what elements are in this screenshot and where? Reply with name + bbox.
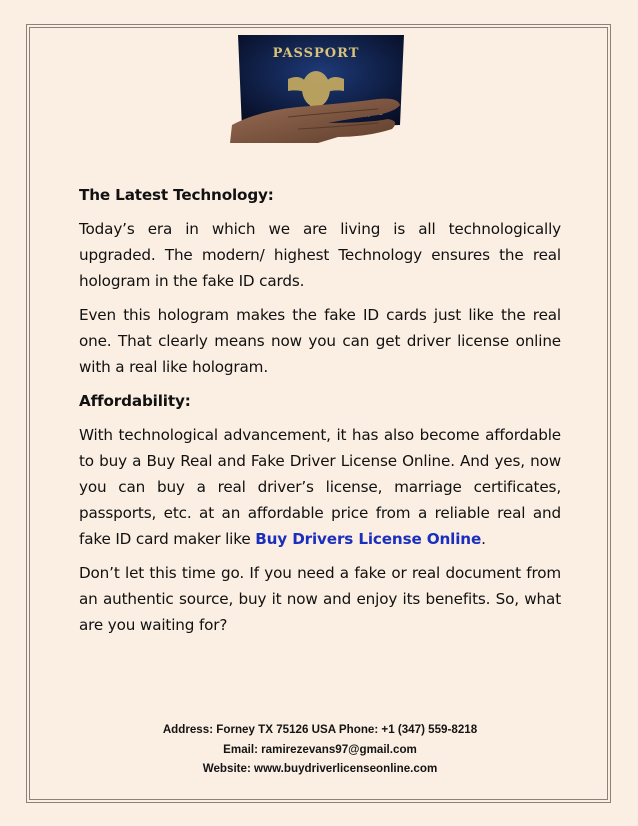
paragraph-affordability-1-end: . [481,530,486,548]
section-heading-technology: The Latest Technology: [79,186,274,204]
footer-address: Address: Forney TX 75126 USA Phone: +1 (347) 559-8218 [162,723,478,736]
paragraph-affordability-1-text: With technological advancement, it has also become affordable to buy a Buy Real and Fake Driver License Online. And yes, now you can buy a real driver’s license, marriage certificates, passports, etc. at an affordable price from a reliable real and fake ID card maker like [79,426,561,548]
passport-image [228,33,412,143]
article-body [79,182,561,646]
section-heading-affordability: Affordability: [79,392,191,410]
paragraph-affordability-1 [79,422,561,552]
footer-website: Website: www.buydriverlicenseonline.com [202,762,438,775]
footer-email: Email: ramirezevans97@gmail.com [223,742,417,756]
footer-contact [60,720,580,779]
passport-cover-text: PASSPORT [272,46,360,61]
paragraph-technology-2: Even this hologram makes the fake ID cards just like the real one. That clearly means now you can get driver license online with a real like hologram. [79,306,561,376]
paragraph-affordability-2: Don’t let this time go. If you need a fake or real document from an authentic source, buy it now and enjoy its benefits. So, what are you waiting for? [79,564,561,634]
paragraph-technology-1: Today’s era in which we are living is all technologically upgraded. The modern/ highest Technology ensures the real hologram in the fake ID cards. [79,220,561,290]
buy-drivers-license-link[interactable]: Buy Drivers License Online [255,530,482,548]
